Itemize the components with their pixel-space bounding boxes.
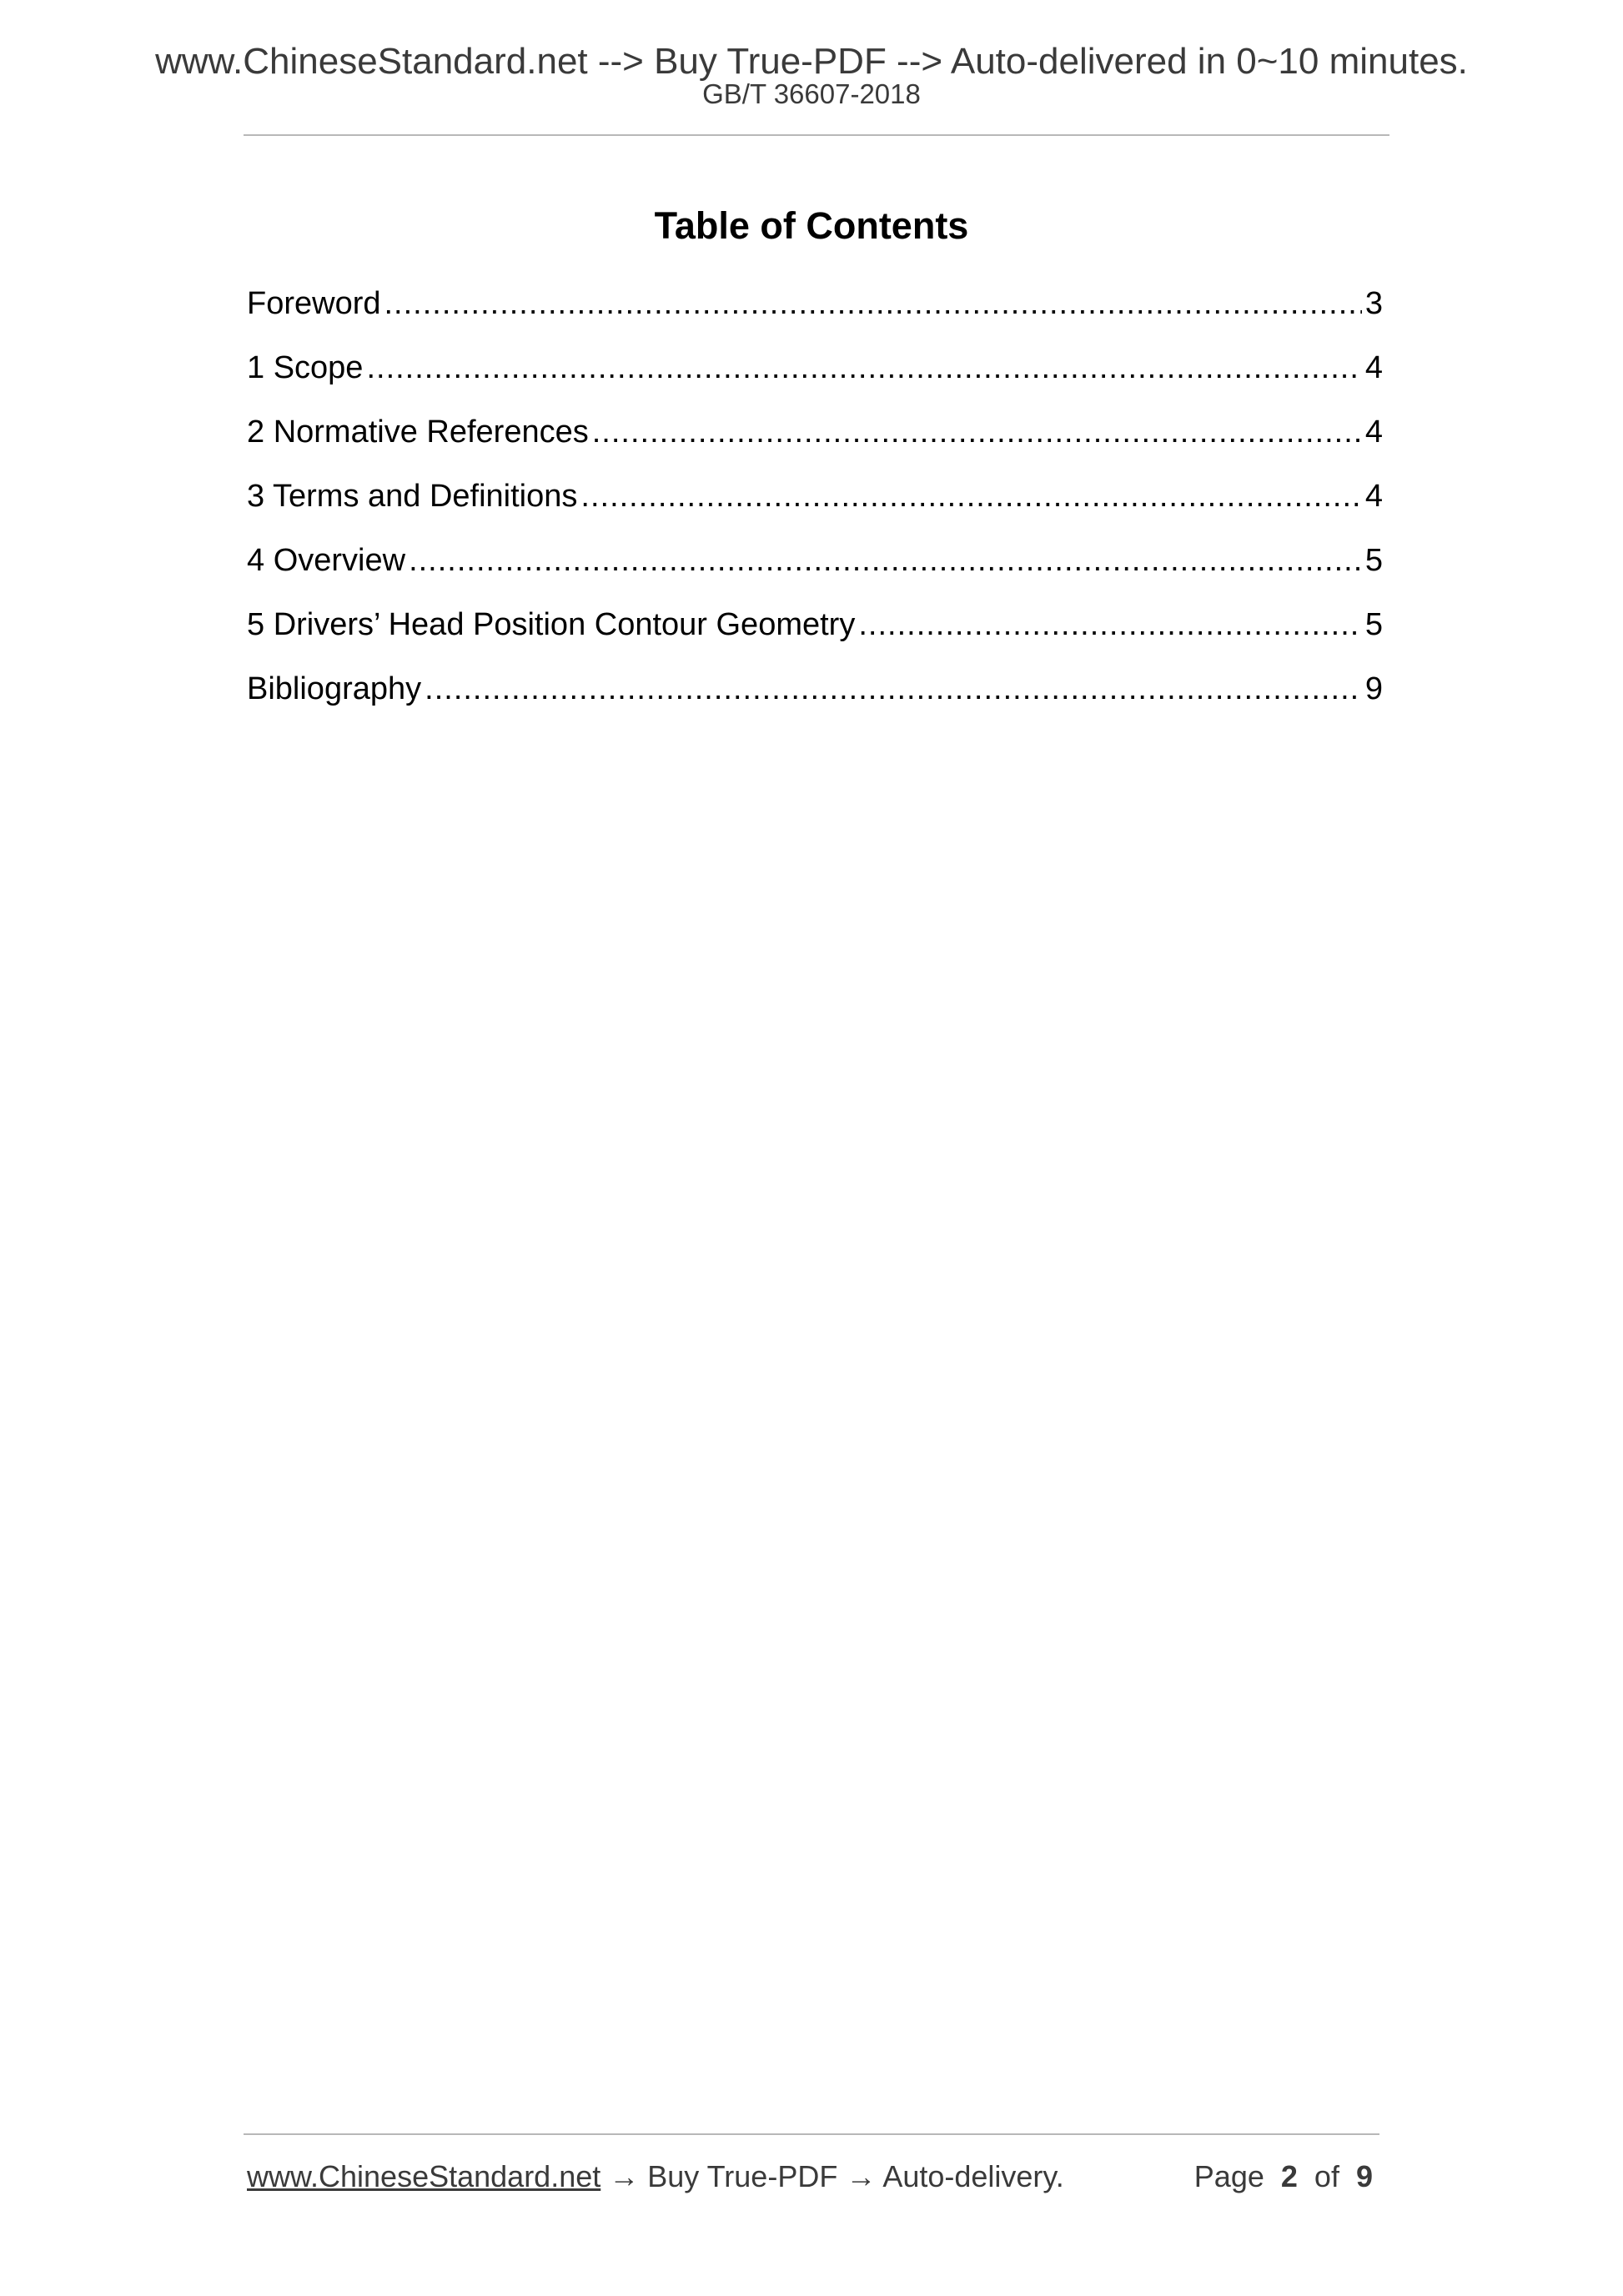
toc-entry-scope[interactable] — [247, 348, 1383, 412]
toc-entry-overview[interactable] — [247, 540, 1383, 605]
toc-dot-leader — [384, 284, 1362, 324]
toc-entry-bibliography[interactable] — [247, 669, 1383, 733]
toc-list — [247, 284, 1383, 733]
top-banner: www.ChineseStandard.net --> Buy True-PDF --> Auto-delivered in 0~10 minutes. — [155, 41, 1468, 82]
page-number — [1194, 2156, 1373, 2198]
toc-entry-page: 4 — [1364, 414, 1383, 450]
toc-title: Table of Contents — [654, 204, 969, 247]
toc-entry-label: Bibliography — [247, 671, 422, 706]
footer-divider — [244, 2133, 1379, 2135]
toc-dot-leader — [425, 669, 1362, 709]
toc-dot-leader — [580, 476, 1361, 516]
toc-entry-page: 9 — [1364, 671, 1383, 706]
current-page-number: 2 — [1280, 2159, 1298, 2193]
footer-site-link[interactable]: www.ChineseStandard.net — [247, 2159, 601, 2193]
of-word: of — [1314, 2159, 1339, 2193]
toc-entry-label: 1 Scope — [247, 350, 364, 385]
document-code: GB/T 36607-2018 — [702, 78, 921, 109]
toc-dot-leader — [858, 605, 1362, 645]
footer-tagline: → Buy True-PDF → Auto-delivery. — [600, 2159, 1064, 2193]
page-footer — [247, 2156, 1379, 2198]
toc-entry-page: 4 — [1364, 350, 1383, 385]
header-divider — [244, 134, 1389, 136]
toc-entry-page: 5 — [1364, 543, 1383, 578]
toc-entry-label: 2 Normative References — [247, 414, 589, 450]
toc-dot-leader — [409, 540, 1362, 580]
toc-dot-leader — [366, 348, 1361, 388]
toc-entry-foreword[interactable] — [247, 284, 1383, 348]
toc-entry-head-position-geometry[interactable] — [247, 605, 1383, 669]
total-page-count: 9 — [1355, 2159, 1373, 2193]
toc-entry-terms-definitions[interactable] — [247, 476, 1383, 540]
toc-entry-page: 5 — [1364, 607, 1383, 642]
page-word: Page — [1193, 2159, 1264, 2193]
toc-dot-leader — [592, 412, 1362, 452]
toc-entry-page: 3 — [1364, 286, 1383, 321]
toc-entry-label: 5 Drivers’ Head Position Contour Geometry — [247, 607, 856, 642]
toc-entry-label: 3 Terms and Definitions — [247, 479, 578, 514]
toc-entry-page: 4 — [1364, 479, 1383, 514]
toc-entry-label: 4 Overview — [247, 543, 406, 578]
toc-entry-normative-references[interactable] — [247, 412, 1383, 476]
footer-promo — [247, 2156, 1064, 2198]
toc-entry-label: Foreword — [247, 286, 381, 321]
